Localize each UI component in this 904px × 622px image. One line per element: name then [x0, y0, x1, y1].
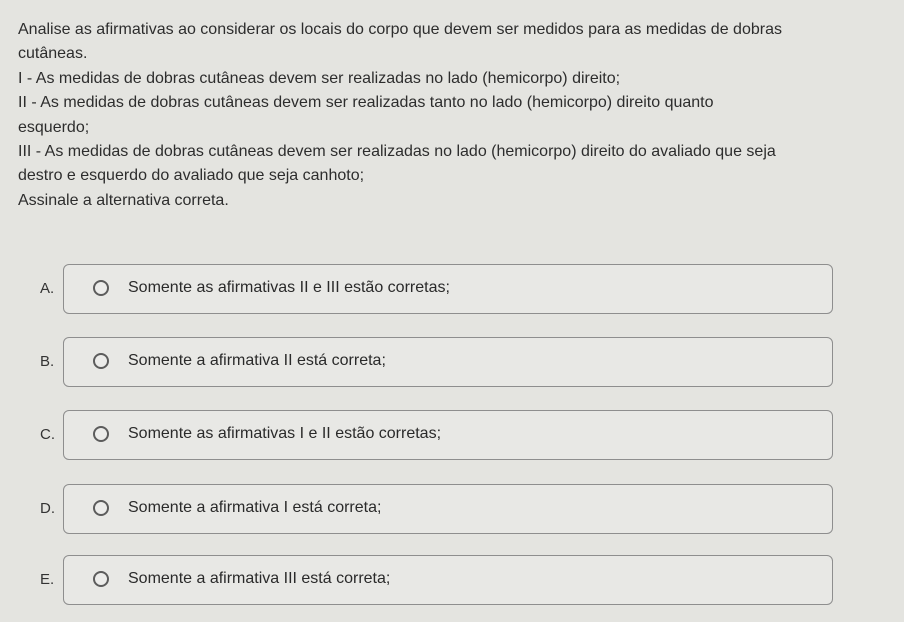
- question-instruction: Assinale a alternativa correta.: [18, 191, 229, 209]
- radio-button-icon[interactable]: [93, 500, 109, 516]
- option-text: Somente a afirmativa III está correta;: [128, 570, 391, 587]
- option-letter: B.: [40, 353, 55, 370]
- option-letter: C.: [40, 426, 55, 443]
- statement-1: I - As medidas de dobras cutâneas devem ser realizadas no lado (hemicorpo) direito;: [18, 69, 621, 87]
- option-a[interactable]: [0, 264, 904, 316]
- option-e[interactable]: [0, 555, 904, 607]
- statement-3-line-2: destro e esquerdo do avaliado que seja canhoto;: [18, 167, 365, 185]
- option-letter: D.: [40, 500, 55, 517]
- option-card[interactable]: [63, 410, 833, 460]
- statement-2-line-2: esquerdo;: [18, 118, 90, 136]
- option-card[interactable]: [63, 484, 833, 534]
- statement-2-line-1: II - As medidas de dobras cutâneas devem ser realizadas tanto no lado (hemicorpo) direito quanto: [18, 94, 714, 112]
- option-d[interactable]: [0, 484, 904, 536]
- radio-button-icon[interactable]: [93, 426, 109, 442]
- option-text: Somente a afirmativa I está correta;: [128, 499, 382, 516]
- radio-button-icon[interactable]: [93, 280, 109, 296]
- option-b[interactable]: [0, 337, 904, 389]
- option-c[interactable]: [0, 410, 904, 462]
- option-card[interactable]: [63, 264, 833, 314]
- radio-button-icon[interactable]: [93, 353, 109, 369]
- statement-3-line-1: III - As medidas de dobras cutâneas devem ser realizadas no lado (hemicorpo) direito do avaliado que seja: [18, 143, 776, 161]
- question-intro-line-2: cutâneas.: [18, 45, 88, 63]
- option-text: Somente as afirmativas II e III estão corretas;: [128, 279, 450, 296]
- option-card[interactable]: [63, 337, 833, 387]
- option-card[interactable]: [63, 555, 833, 605]
- option-text: Somente as afirmativas I e II estão corretas;: [128, 425, 442, 442]
- radio-button-icon[interactable]: [93, 571, 109, 587]
- question-intro-line-1: Analise as afirmativas ao considerar os locais do corpo que devem ser medidos para as medidas de dobras: [18, 21, 782, 38]
- option-letter: E.: [40, 571, 55, 588]
- option-text: Somente a afirmativa II está correta;: [128, 352, 386, 369]
- option-letter: A.: [40, 280, 55, 297]
